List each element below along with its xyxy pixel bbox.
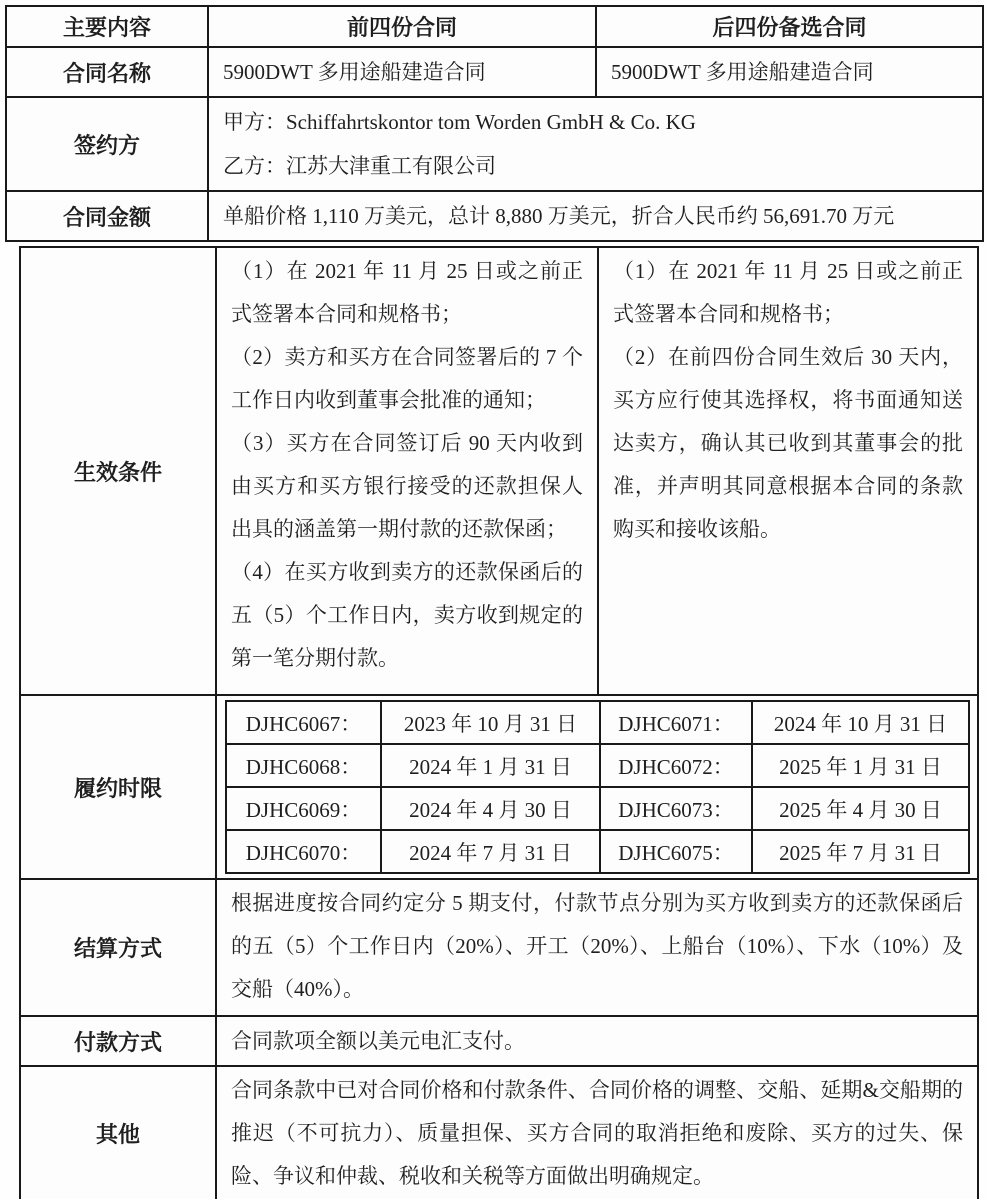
front-condition-3: （3）买方在合同签订后 90 天内收到由买方和买方银行接受的还款担保人出具的涵盖第一期付款的还款保函； bbox=[231, 431, 583, 541]
party-a-text: 甲方：Schiffahrtskontor tom Worden GmbH & Co. KG bbox=[223, 110, 696, 134]
header-back-four-optional-contracts: 后四份备选合同 bbox=[596, 6, 983, 47]
schedule-row-4 bbox=[226, 830, 969, 873]
schedule-row-3 bbox=[226, 787, 969, 830]
contract-detail-table bbox=[19, 246, 979, 1199]
effective-conditions-back-cell bbox=[598, 247, 978, 695]
ship-date: 2025 年 4 月 30 日 bbox=[752, 787, 969, 830]
schedule-row-2 bbox=[226, 744, 969, 787]
payment-row bbox=[20, 1016, 978, 1066]
settlement-label: 结算方式 bbox=[20, 879, 216, 1016]
summary-header-row bbox=[6, 6, 983, 47]
ship-date: 2025 年 1 月 31 日 bbox=[752, 744, 969, 787]
schedule-inner-table bbox=[225, 700, 970, 874]
contract-name-back-cell: 5900DWT 多用途船建造合同 bbox=[596, 47, 983, 97]
payment-label: 付款方式 bbox=[20, 1016, 216, 1066]
contract-amount-label: 合同金额 bbox=[6, 191, 208, 241]
ship-code: DJHC6071： bbox=[600, 701, 752, 744]
header-main-content: 主要内容 bbox=[6, 6, 208, 47]
other-row bbox=[20, 1066, 978, 1199]
ship-code: DJHC6068： bbox=[226, 744, 381, 787]
effective-conditions-label: 生效条件 bbox=[20, 247, 216, 695]
party-b-text: 乙方：江苏大津重工有限公司 bbox=[223, 154, 496, 178]
other-cell: 合同条款中已对合同价格和付款条件、合同价格的调整、交船、延期&交船期的推迟（不可抗力）、质量担保、买方合同的取消拒绝和废除、买方的过失、保险、争议和仲裁、税收和关税等方面做出明确规定。 bbox=[216, 1066, 978, 1199]
ship-date: 2024 年 4 月 30 日 bbox=[381, 787, 600, 830]
payment-cell: 合同款项全额以美元电汇支付。 bbox=[216, 1016, 978, 1066]
signatories-cell bbox=[208, 97, 983, 191]
front-condition-1: （1）在 2021 年 11 月 25 日或之前正式签署本合同和规格书； bbox=[231, 259, 583, 326]
settlement-row bbox=[20, 879, 978, 1016]
front-condition-4: （4）在买方收到卖方的还款保函后的五（5）个工作日内，卖方收到规定的第一笔分期付款。 bbox=[231, 560, 583, 670]
effective-conditions-front-cell bbox=[216, 247, 598, 695]
front-condition-2: （2）卖方和买方在合同签署后的 7 个工作日内收到董事会批准的通知； bbox=[231, 345, 583, 412]
contract-name-label: 合同名称 bbox=[6, 47, 208, 97]
effective-conditions-row bbox=[20, 247, 978, 695]
contract-name-row bbox=[6, 47, 983, 97]
back-condition-2: （2）在前四份合同生效后 30 天内，买方应行使其选择权，将书面通知送达卖方，确认其已收到其董事会的批准，并声明其同意根据本合同的条款购买和接收该船。 bbox=[613, 345, 963, 541]
contract-name-front-cell: 5900DWT 多用途船建造合同 bbox=[208, 47, 596, 97]
ship-code: DJHC6067： bbox=[226, 701, 381, 744]
signatories-label: 签约方 bbox=[6, 97, 208, 191]
settlement-cell: 根据进度按合同约定分 5 期支付，付款节点分别为买方收到卖方的还款保函后的五（5）个工作日内（20%）、开工（20%）、上船台（10%）、下水（10%）及交船（40%）。 bbox=[216, 879, 978, 1016]
ship-date: 2023 年 10 月 31 日 bbox=[381, 701, 600, 744]
ship-code: DJHC6069： bbox=[226, 787, 381, 830]
schedule-row-1 bbox=[226, 701, 969, 744]
ship-code: DJHC6070： bbox=[226, 830, 381, 873]
header-front-four-contracts: 前四份合同 bbox=[208, 6, 596, 47]
ship-date: 2024 年 10 月 31 日 bbox=[752, 701, 969, 744]
ship-code: DJHC6072： bbox=[600, 744, 752, 787]
ship-date: 2024 年 1 月 31 日 bbox=[381, 744, 600, 787]
performance-schedule-cell bbox=[216, 695, 978, 879]
other-label: 其他 bbox=[20, 1066, 216, 1199]
signatories-row bbox=[6, 97, 983, 191]
contract-amount-row bbox=[6, 191, 983, 241]
back-condition-1: （1）在 2021 年 11 月 25 日或之前正式签署本合同和规格书； bbox=[613, 259, 963, 326]
contract-summary-table bbox=[5, 5, 984, 242]
contract-amount-cell: 单船价格 1,110 万美元，总计 8,880 万美元，折合人民币约 56,691.70 万元 bbox=[208, 191, 983, 241]
ship-code: DJHC6073： bbox=[600, 787, 752, 830]
ship-date: 2025 年 7 月 31 日 bbox=[752, 830, 969, 873]
ship-date: 2024 年 7 月 31 日 bbox=[381, 830, 600, 873]
performance-schedule-label: 履约时限 bbox=[20, 695, 216, 879]
ship-code: DJHC6075： bbox=[600, 830, 752, 873]
performance-schedule-row bbox=[20, 695, 978, 879]
